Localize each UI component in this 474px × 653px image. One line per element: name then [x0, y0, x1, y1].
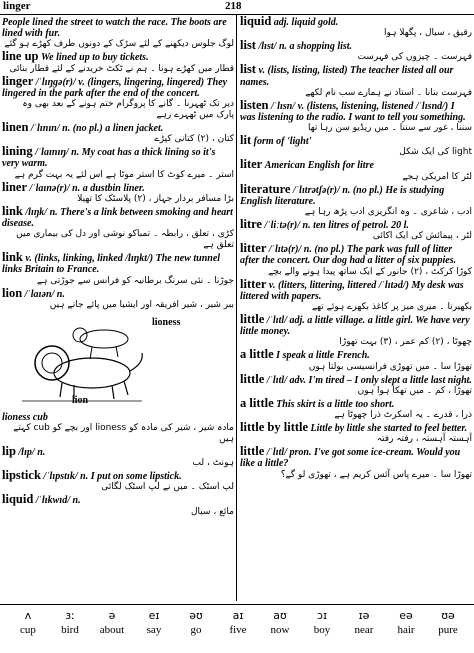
pron-word: near — [354, 624, 374, 636]
urdu-gloss: مادہ شیر ، شیر کی مادہ کو lioness اور بچے کو cub کہتے ہیں — [13, 423, 234, 445]
headword: liquid — [240, 16, 272, 28]
urdu-gloss: ببر شیر ، شیر افریقہ اور ایشیا میں پائے جاتے ہیں — [49, 299, 234, 310]
pron-symbol: aʊ — [273, 609, 287, 622]
page-number: 218 — [225, 0, 242, 12]
dictionary-entry — [2, 411, 234, 445]
header-rule — [0, 14, 474, 15]
entry-text: I speak a little French. — [276, 350, 370, 362]
urdu-gloss: ہونٹ ، لب — [192, 458, 234, 469]
urdu-gloss: لوگ جلوس دیکھنے کے لئے سڑک کے دونوں طرف کھڑے ہو گئے — [4, 39, 234, 50]
pron-symbol: ə — [108, 609, 116, 622]
dictionary-entry — [240, 64, 472, 98]
urdu-gloss: دیر تک ٹھہرنا ۔ گانے کا پروگرام ختم ہونے کے بعد بھی وہ پارک میں ٹھہرے رہے — [22, 99, 234, 121]
headword: lining — [2, 144, 33, 159]
entry-text: /ˈlɪtl/ adj. a little village. a little girl. We have very little money. — [240, 315, 470, 338]
headword: lip — [2, 444, 16, 459]
pron-word: pure — [438, 624, 458, 636]
headword: liner — [2, 179, 27, 194]
headword: linen — [2, 120, 29, 135]
headword: litter — [240, 241, 267, 256]
headword: listen — [240, 97, 269, 112]
urdu-gloss: رقیق ، سیال ، پگھلا ہوا — [384, 28, 472, 39]
entry-text: adj. liquid gold. — [273, 17, 339, 28]
entry-text: /ˈlɪsn/ v. (listens, listening, listened /ˈlɪsnd/) I was listening to the radio. I want to tell you something. — [240, 100, 466, 124]
entry-text: /ˈlɪpstɪk/ n. I put on some lipstick. — [43, 471, 182, 483]
headword: little — [240, 312, 265, 327]
entry-text: /ˈlɪtl/ pron. I've got some ice-cream. Would you like a little? — [240, 447, 461, 470]
dictionary-entry — [240, 446, 472, 480]
urdu-gloss: ادب ، شاعری ۔ وہ انگریزی ادب پڑھ رہا ہے — [304, 207, 472, 218]
urdu-gloss: جوڑنا ۔ نئی سرنگ برطانیہ کو فرانس سے جوڑتی ہے — [36, 275, 234, 286]
pron-key-item — [134, 609, 174, 637]
entry-text: /ˈlɪtə(r)/ n. (no pl.) The park was full of litter after the concert. Our dog had a litter of six puppies. — [240, 244, 457, 267]
entry-text: /ˈlaɪnɪŋ/ n. My coat has a thick lining so it's very warm. — [2, 147, 216, 170]
entry-text: form of 'light' — [253, 136, 312, 148]
dictionary-entry — [2, 73, 234, 121]
pron-key-item — [428, 609, 468, 637]
urdu-gloss: بڑا مسافر بردار جہاز ، (۲) پلاسٹک کا تھیلا — [77, 193, 234, 204]
entry-text: v. (lists, listing, listed) The teacher listed all our names. — [240, 65, 454, 88]
urdu-gloss: قطار میں کھڑے ہونا ۔ ہم نے ٹکٹ خریدنے کے لئے قطار بنائی — [9, 63, 234, 74]
dictionary-entry — [2, 494, 234, 517]
urdu-gloss: لٹر ، پیمائش کی ایک اکائی — [372, 231, 472, 242]
pron-key-item — [344, 609, 384, 637]
pron-symbol: ɜː — [65, 609, 75, 622]
dictionary-entry — [2, 51, 234, 74]
dictionary-entry — [240, 276, 472, 313]
dictionary-entry — [240, 135, 472, 158]
right-column — [240, 16, 472, 601]
entry-text: /lɪp/ n. — [18, 447, 46, 459]
dictionary-entry — [2, 446, 234, 469]
dictionary-entry — [240, 97, 472, 134]
pron-word: now — [270, 624, 290, 636]
headword: liquid — [2, 492, 34, 507]
pron-key-item — [50, 609, 90, 637]
dictionary-entry — [240, 16, 472, 39]
urdu-gloss: چھوٹا ، (۲) کم عمر ، (۳) بہت تھوڑا — [339, 337, 472, 348]
urdu-gloss: لٹر کا امریکی ہجے — [402, 171, 472, 182]
pron-word: go — [190, 624, 202, 636]
left-column — [2, 16, 234, 601]
headword: litre — [240, 217, 262, 232]
pron-key-item — [176, 609, 216, 637]
headword: little — [240, 444, 265, 459]
lioness-label: lioness — [152, 316, 181, 328]
headword: list — [240, 38, 256, 53]
urdu-gloss: تھوڑا سا ۔ میں تھوڑی فرانسیسی بولتا ہوں — [308, 361, 472, 372]
pron-key-item — [260, 609, 300, 637]
headword: little — [240, 371, 265, 386]
entry-text: /ˈlɪkwɪd/ n. — [35, 495, 81, 507]
entry-text: /ˈlɪŋgə(r)/ v. (lingers, lingering, lingered) They lingered in the park after the end of the concert. — [2, 76, 228, 99]
headword: literature — [240, 181, 291, 196]
dictionary-entry — [2, 203, 234, 251]
urdu-gloss: مائع ، سیال — [190, 506, 234, 517]
dictionary-entry — [2, 16, 234, 50]
lion-label: lion — [72, 394, 89, 406]
entry-text: We lined up to buy tickets. — [40, 52, 149, 64]
dictionary-entry — [2, 470, 234, 493]
pron-symbol: ʌ — [24, 609, 32, 622]
pron-word: hair — [397, 624, 415, 636]
pron-symbol: eɪ — [148, 609, 160, 622]
urdu-gloss: بکھیرنا ۔ میری میز پر کاغذ بکھرے ہوئے تھے — [311, 302, 472, 313]
pron-symbol: ɪə — [358, 609, 370, 622]
urdu-gloss: لپ اسٹک ۔ میں نے لپ اسٹک لگائی — [101, 482, 234, 493]
headword: lit — [240, 133, 252, 148]
headword: lipstick — [2, 468, 41, 483]
pron-symbol: əʊ — [189, 609, 203, 622]
headword: linger — [2, 73, 34, 88]
guide-word: linger — [3, 0, 31, 12]
urdu-gloss: فہرست بنانا ۔ استاد نے ہمارے سب نام لکھے — [305, 87, 472, 98]
entry-text: /ˈliːtə(r)/ n. ten litres of petrol. 20 l. — [264, 220, 409, 232]
page-header — [0, 0, 474, 14]
dictionary-entry — [240, 395, 472, 421]
pron-word: bird — [61, 624, 79, 636]
entry-text: /lɪŋk/ n. There's a link between smoking and heart disease. — [2, 206, 233, 230]
headword: link — [2, 203, 23, 218]
entry-text: v. (links, linking, linked /lɪŋkt/) The new tunnel links Britain to France. — [2, 253, 221, 276]
urdu-gloss: فہرست ۔ چیزوں کی فہرست — [357, 52, 472, 63]
pron-symbol: ɔɪ — [316, 609, 328, 622]
lion-illustration — [2, 313, 234, 409]
headword: line up — [2, 49, 39, 64]
entry-text: This skirt is a little too short. — [276, 398, 395, 410]
pron-key-item — [218, 609, 258, 637]
column-divider — [236, 15, 237, 601]
urdu-gloss: تھوڑا سا ۔ میرے پاس آئس کریم ہے ، تھوڑی لو گے؟ — [280, 469, 472, 480]
urdu-gloss: سننا ، غور سے سننا ۔ میں ریڈیو سن رہا تھا — [308, 123, 472, 134]
headword: liter — [240, 157, 263, 172]
urdu-gloss: آہستہ آہستہ ، رفتہ رفتہ — [376, 434, 472, 445]
headword: a little — [240, 347, 274, 362]
pron-symbol: eə — [399, 609, 413, 622]
entry-text: /lɪst/ n. a shopping list. — [258, 41, 353, 53]
headword: link — [2, 250, 23, 265]
urdu-gloss: light کی ایک شکل — [399, 147, 472, 158]
dictionary-entry — [240, 349, 472, 372]
entry-text: People lined the street to watch the race. The boots are lined with fur. — [2, 17, 227, 40]
lion-drawing — [12, 313, 152, 403]
pron-symbol: ʊə — [441, 609, 455, 622]
pronunciation-key — [0, 604, 474, 653]
headword: litter — [240, 276, 267, 291]
urdu-gloss: ذرا ، قدرے ۔ یہ اسکرٹ ذرا چھوٹا ہے — [334, 410, 472, 421]
pron-word: say — [146, 624, 162, 636]
urdu-gloss: تھوڑا ، کم ۔ میں تھکا ہوا ہوں — [357, 385, 472, 396]
dictionary-entry — [2, 179, 234, 205]
dictionary-entry — [2, 122, 234, 145]
headword: little by little — [240, 420, 309, 435]
dictionary-entry — [240, 314, 472, 348]
pron-word: about — [99, 624, 125, 636]
pron-key-item — [386, 609, 426, 637]
dictionary-entry — [240, 219, 472, 242]
entry-text: /ˈlɪtrətʃə(r)/ n. (no pl.) He is studying English literature. — [240, 184, 445, 207]
dictionary-entry — [240, 422, 472, 445]
entry-text: Little by little she started to feel better. — [310, 423, 468, 435]
headword: lion — [2, 285, 23, 300]
entry-text: /ˈlaɪnə(r)/ n. a dustbin liner. — [29, 182, 145, 194]
urdu-gloss: کڑی ، تعلق ، رابطہ ۔ تمباکو نوشی اور دل کی بیماری میں تعلق ہے — [16, 229, 234, 251]
pron-key-item — [302, 609, 342, 637]
pron-symbol: aɪ — [232, 609, 244, 622]
entry-text: /ˈlɪtl/ adv. I'm tired – I only slept a little last night. — [266, 374, 472, 386]
urdu-gloss: کوڑا کرکٹ ، (۲) جانور کے ایک ساتھ پیدا ہونے والے بچے — [268, 266, 472, 277]
headword: list — [240, 62, 256, 77]
dictionary-entry — [240, 40, 472, 63]
dictionary-entry — [2, 252, 234, 286]
entry-text: American English for litre — [264, 160, 374, 172]
pron-word: boy — [313, 624, 331, 636]
entry-text: /ˈlaɪən/ n. — [24, 288, 65, 300]
pron-word: cup — [20, 624, 36, 636]
headword: a little — [240, 395, 274, 410]
dictionary-entry — [240, 181, 472, 218]
dictionary-entry — [2, 146, 234, 180]
entry-text: v. (litters, littering, littered /ˈlɪtəd/) My desk was littered with papers. — [240, 279, 464, 302]
dictionary-entry — [240, 159, 472, 182]
entry-text: /ˈlɪnɪn/ n. (no pl.) a linen jacket. — [30, 123, 164, 135]
dictionary-entry — [240, 371, 472, 397]
entry-text: lioness — [2, 411, 31, 423]
urdu-gloss: استر ۔ میرے کوٹ کا استر موٹا ہے اس لئے یہ بہت گرم ہے — [14, 169, 234, 180]
dictionary-entry — [240, 243, 472, 277]
urdu-gloss: کتان ، (۲) کتانی کپڑے — [154, 134, 234, 145]
pron-key-item — [8, 609, 48, 637]
pron-key-item — [92, 609, 132, 637]
dictionary-entry — [2, 285, 234, 311]
pron-word: five — [229, 624, 247, 636]
cub-word: cub — [32, 411, 48, 423]
